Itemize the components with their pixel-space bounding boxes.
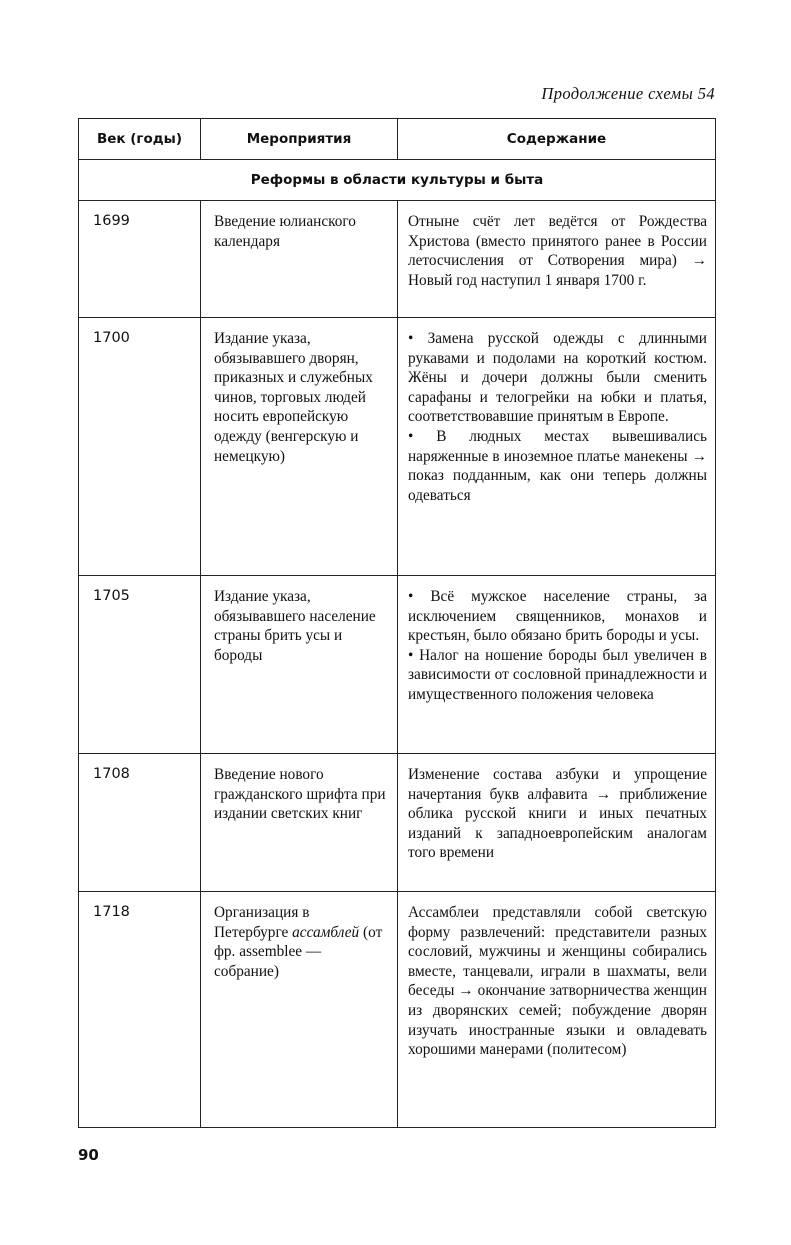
table-row	[79, 576, 716, 754]
row-event: Введение нового гражданского шрифта при издании светских книг	[201, 754, 398, 892]
event-text: (от фр. assemblee — собрание)	[214, 923, 383, 980]
row-year: 1699	[79, 201, 201, 318]
content-paragraph: Изменение состава азбуки и упрощение начертания букв алфавита → приближение облика русской книги и иных печатных изданий к западноевропейским аналогам того времени	[408, 766, 707, 862]
row-event: Введение юлианского календаря	[201, 201, 398, 318]
content-paragraph: Отныне счёт лет ведётся от Рождества Христова (вместо принятого ранее в России летосчисления от Сотворения мира) → Новый год наступил 1 января 1700 г.	[408, 213, 707, 289]
row-year: 1705	[79, 576, 201, 754]
header-year: Век (годы)	[79, 119, 201, 160]
header-content: Содержание	[398, 119, 716, 160]
row-content	[398, 892, 716, 1128]
row-year: 1708	[79, 754, 201, 892]
header-row	[79, 119, 716, 160]
row-year: 1718	[79, 892, 201, 1128]
table-row	[79, 754, 716, 892]
content-bullet: • Налог на ношение бороды был увеличен в зависимости от сословной принадлежности и имущественного положения человека	[408, 646, 707, 703]
row-content	[398, 201, 716, 318]
row-content	[398, 576, 716, 754]
table-row	[79, 892, 716, 1128]
row-event	[201, 892, 398, 1128]
row-content	[398, 754, 716, 892]
table-row	[79, 318, 716, 576]
event-text: Организация в Петербурге	[214, 904, 310, 941]
row-content	[398, 318, 716, 576]
table-row	[79, 201, 716, 318]
content-bullet: • Всё мужское население страны, за исключением священников, монахов и крестьян, было обязано брить бороды и усы.	[408, 588, 707, 645]
reforms-table	[78, 118, 716, 1128]
content-paragraph: Ассамблеи представляли собой светскую форму развлечений: представители разных сословий, мужчины и женщины собирались вместе, танцевали, играли в шахматы, вели беседы → окончание затворничества женщин из дворянских семей; побуждение дворян изучать иностранные языки и овладевать хорошими манерами (политесом)	[408, 904, 707, 1059]
scheme-caption: Продолжение схемы 54	[541, 84, 715, 103]
row-event: Издание указа, обязывавшего население страны брить усы и бороды	[201, 576, 398, 754]
row-year: 1700	[79, 318, 201, 576]
header-event: Мероприятия	[201, 119, 398, 160]
content-bullet: • Замена русской одежды с длинными рукавами и подолами на короткий костюм. Жёны и дочери должны были сменить сарафаны и телогрейки на юбки и платья, соответствовавшие принятым в Европе.	[408, 330, 707, 426]
section-row	[79, 160, 716, 201]
event-term: ассамблей	[292, 923, 360, 941]
row-event: Издание указа, обязывавшего дворян, приказных и служебных чинов, торговых людей носить европейскую одежду (венгерскую и немецкую)	[201, 318, 398, 576]
page-number: 90	[78, 1146, 99, 1164]
section-title: Реформы в области культуры и быта	[79, 160, 716, 201]
content-bullet: • В людных местах вывешивались наряженные в иноземное платье манекены → показ подданным, как они теперь должны одеваться	[408, 427, 707, 504]
